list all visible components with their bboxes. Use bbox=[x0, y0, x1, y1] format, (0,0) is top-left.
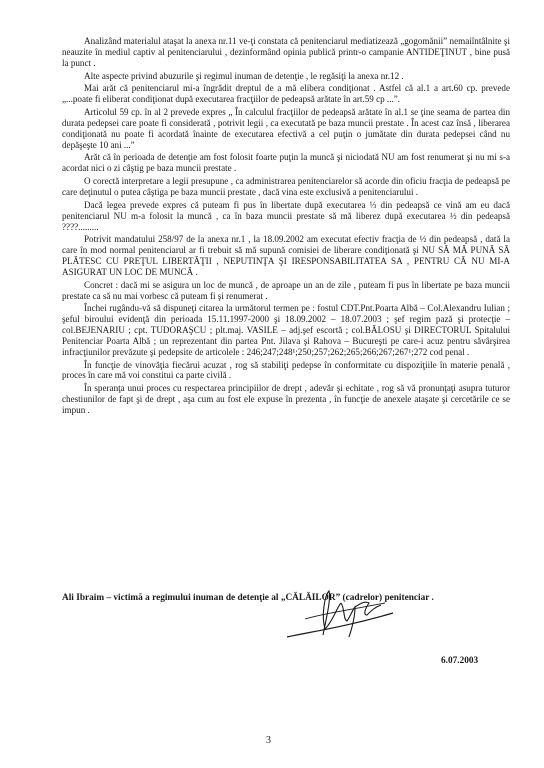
paragraph-annex-12: Alte aspecte privind abuzurile şi regimul inuman de detenţie , le regăsiţi la anexa nr.12 . bbox=[84, 70, 404, 81]
paragraph-work-detention: Arăt că în perioada de detenţie am fost folosit foarte puţin la muncă şi niciodată NU am fost renumerat şi nu mi s-a acordat nici o zi câştig pe baza muncii prestate . bbox=[62, 152, 510, 174]
document-date: 6.07.2003 bbox=[441, 656, 479, 666]
paragraph-fraction-question: Dacă legea prevede expres că puteam fi pus în libertate după executarea ⅓ din pedeapsă ce vină am eu dacă penitenciarul NU m-a folosit la muncă , ca în baza muncii prestate să mă liberez după executarea ½ din pedeapsă ????......... bbox=[62, 199, 510, 232]
paragraph-correct-interpretation: O corectă interpretare a legii presupune , ca administrarea penitenciarelor să acorde din oficiu fracţia de pedeapsă pe care deţinutul o putea câştiga pe baza muncii prestate , dacă vina este exclusivă a penitenciarului . bbox=[62, 176, 510, 197]
closing-signature-line: Ali Ibraim – victimă a regimului inuman de detenţie al „CĂLĂILOR” (cadrelor) penitenciar . bbox=[62, 593, 434, 603]
paragraph-annex-11: Analizând materialul ataşat la anexa nr.11 ve-ţi constata că penitenciarul mediatizează „gogomănii” nemaiîntâlnite şi neauzite în mediul captiv al penitenciarului , dezinformând opinia publică printr-o campanie ANTIDEŢINUT , bine pusă la punct . bbox=[62, 36, 510, 68]
paragraph-conditional-release: Mai arăt că penitenciarul mi-a îngrădit dreptul de a mă elibera condiţionat . Astfel că al.1 a art.60 cp. prevede „...poate fi eliberat condiţionat după executarea fracţiilor de pedeapsă arătate în art.59 cp ...”. bbox=[62, 83, 510, 105]
handwritten-signature bbox=[285, 585, 395, 645]
paragraph-article-59: Articolul 59 cp. în al 2 prevede expres „ În calculul fracţiilor de pedeapsă arătate în al.1 se ţine seama de partea din durata pedepsei care poate fi considerată , potrivit legii , ca executată pe baza muncii prestate . În acest caz însă , liberarea condiţionată nu poate fi acordată înainte de executarea efectivă a cel puţin o jumătate din durata pedepsei când nu depăşeşte 10 ani ...” bbox=[62, 107, 510, 150]
paragraph-mandate: Potrivit mandatului 258/97 de la anexa nr.1 , la 18.09.2002 am executat efectiv fracţia de ½ din pedeapsă , dată la care în mod normal penitenciarul ar fi trebuit să mă supună comisiei de liberare condiţionată şi NU SĂ MĂ PUNĂ SĂ PLĂTESC CU PREŢUL LIBERTĂŢII , NEPUTINŢA ŞI IRESPONSABILITATEA SA , PENTRU CĂ NU MI-A ASIGURAT UN LOC DE MUNCĂ . bbox=[62, 234, 510, 277]
paragraph-hope: În speranţa unui proces cu respectarea principiilor de drept , adevăr şi echitate , rog să vă pronunţaţi asupra tuturor chestiunilor de fapt şi de drept , aşa cum au fost ele expuse în prezenta , în funcţie de anexele ataşate şi cercetările ce se impun . bbox=[62, 383, 510, 415]
paragraph-citation-request: Închei rugându-vă să dispuneţi citarea la următorul termen pe : fostul CDT.Pnt.Poarta Albă – Col.Alexandru Iulian ; şeful biroului evidenţă din perioada 15.11.1997-2000 şi 18.09.2002 – 18.07.2003 ; şef regim pază şi protecţie – col.BEJENARIU ; cpt. TUDORAŞCU ; plt.maj. VASILE – adj.şef escortă ; col.BĂLOSU şi DIRECTORUL Spitalului Penitenciar Poarta Albă ; un reprezentant din partea Pnt. Jilava şi Rahova – Bucureşti pe care-i acuz pentru săvârşirea infracţiunilor prevăzute şi pedepsite de articolele : 246;247;248¹;250;257;262;265;266;267;267¹;272 cod penal . bbox=[62, 303, 510, 357]
page-number: 3 bbox=[266, 735, 271, 746]
paragraph-guilt: În funcţie de vinovăţia fiecărui acuzat , rog să stabiliţi pedepse în conformitate cu dispoziţiile în materie penală , proces în care mă voi constitui ca parte civilă . bbox=[62, 359, 510, 381]
paragraph-concrete: Concret : dacă mi se asigura un loc de muncă , de aproape un an de zile , puteam fi pus în libertate pe baza muncii prestate ca să nu mai vorbesc că puteam fi şi renumerat . bbox=[62, 279, 510, 301]
letter-body bbox=[62, 36, 510, 418]
